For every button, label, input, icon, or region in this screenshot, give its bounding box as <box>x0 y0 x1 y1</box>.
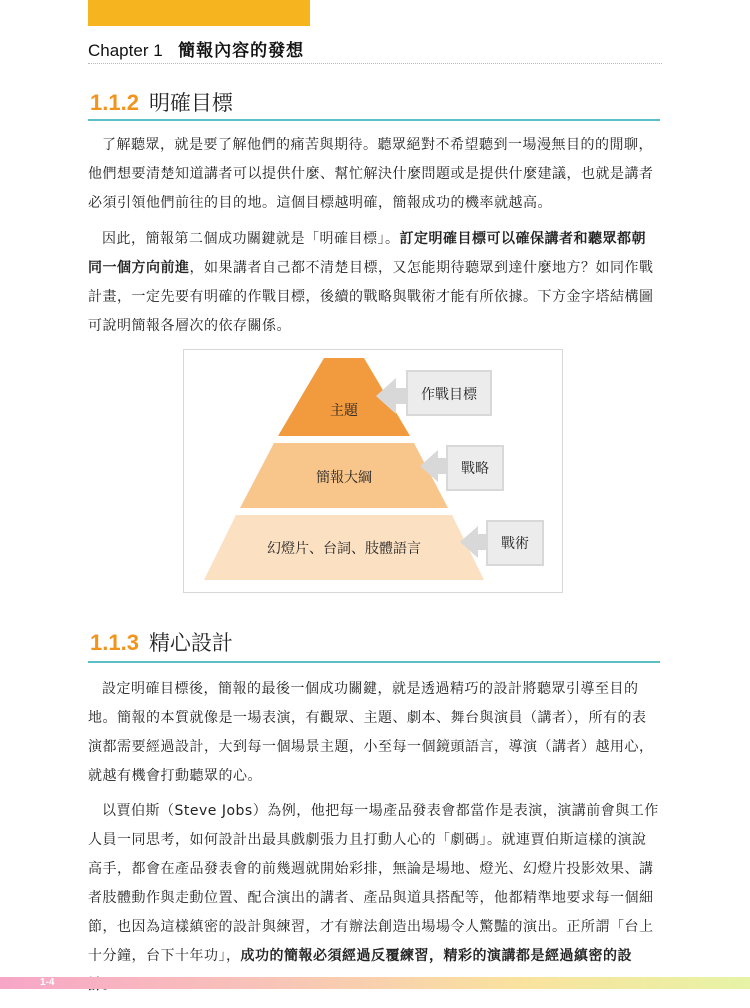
section-number: 1.1.3 <box>90 630 139 655</box>
pyramid-label-top: 主題 <box>330 403 358 419</box>
page-number: 1-4 <box>40 977 55 988</box>
pyramid-diagram <box>183 349 563 593</box>
footer-bar <box>0 977 750 989</box>
section-heading-1-1-3 <box>90 627 233 657</box>
pyramid-label-middle: 簡報大綱 <box>316 470 372 486</box>
side-label-3: 戰術 <box>501 536 529 552</box>
section-title: 明確目標 <box>148 91 233 115</box>
pyramid-label-bottom: 幻燈片、台詞、肢體語言 <box>267 541 421 557</box>
paragraph <box>88 797 660 1000</box>
section-divider <box>88 661 660 663</box>
section-title: 精心設計 <box>148 631 233 655</box>
paragraph-emphasis: 成功的簡報必須經過反覆練習，精彩的演講都是經過縝密的設 <box>240 948 632 964</box>
paragraph: 了解聽眾，就是要了解他們的痛苦與期待。聽眾絕對不希望聽到一場漫無目的的閒聊，他們想要清楚知道講者可以提供什麼、幫忙解決什麼問題或是提供什麼建議，也就是講者必須引領他們前往的目的地。這個目標越明確，簡報成功的機率就越高。 <box>88 137 654 211</box>
section-number: 1.1.2 <box>90 90 139 115</box>
paragraph: 設定明確目標後，簡報的最後一個成功關鍵，就是透過精巧的設計將聽眾引導至目的地。簡報的本質就像是一場表演，有觀眾、主題、劇本、舞台與演員（講者），所有的表演都需要經過設計，大到每一個場景主題，小至每一個鏡頭語言，導演（講者）越用心，就越有機會打動聽眾的心。 <box>88 681 654 784</box>
section-heading-1-1-2 <box>90 87 233 117</box>
paragraph-text: 以賈伯斯（Steve Jobs）為例，他把每一場產品發表會都當作是表演，演講前會與工作人員一同思考，如何設計出最具戲劇張力且打動人心的「劇碼」。就連賈伯斯這樣的演說高手，都會在產品發表會的前幾週就開始彩排，無論是場地、燈光、幻燈片投影效果、講者肢體動作與走動位置、配合演出的講者、產品與道具搭配等，他都精準地要求每一個細節，也因為這樣縝密的設計與練習，才有辦法創造出場場令人驚豔的演出。正所謂「台上十分鐘，台下十年功」， <box>88 803 659 964</box>
paragraph <box>88 225 660 341</box>
chapter-tab <box>88 0 310 26</box>
chapter-number: Chapter 1 <box>88 41 163 60</box>
chapter-title: 簡報內容的發想 <box>178 41 305 61</box>
chapter-header <box>88 36 304 61</box>
paragraph-text: ，如果講者自己都不清楚目標，又怎能期待聽眾到達什麼地方？如同作戰計畫，一定先要有明確的作戰目標，後續的戰略與戰術才能有所依據。下方金字塔結構圖可說明簡報各層次的依存關係。 <box>88 260 654 334</box>
side-label-2: 戰略 <box>461 461 489 477</box>
paragraph-emphasis: 訂定明確目標可以確保講者和聽眾都朝同一個方向前進 <box>88 231 646 276</box>
paragraph-text: 因此，簡報第二個成功關鍵就是「明確目標」。 <box>102 231 400 247</box>
header-divider <box>88 63 662 64</box>
section-divider <box>88 119 660 121</box>
side-label-1: 作戰目標 <box>421 387 477 403</box>
